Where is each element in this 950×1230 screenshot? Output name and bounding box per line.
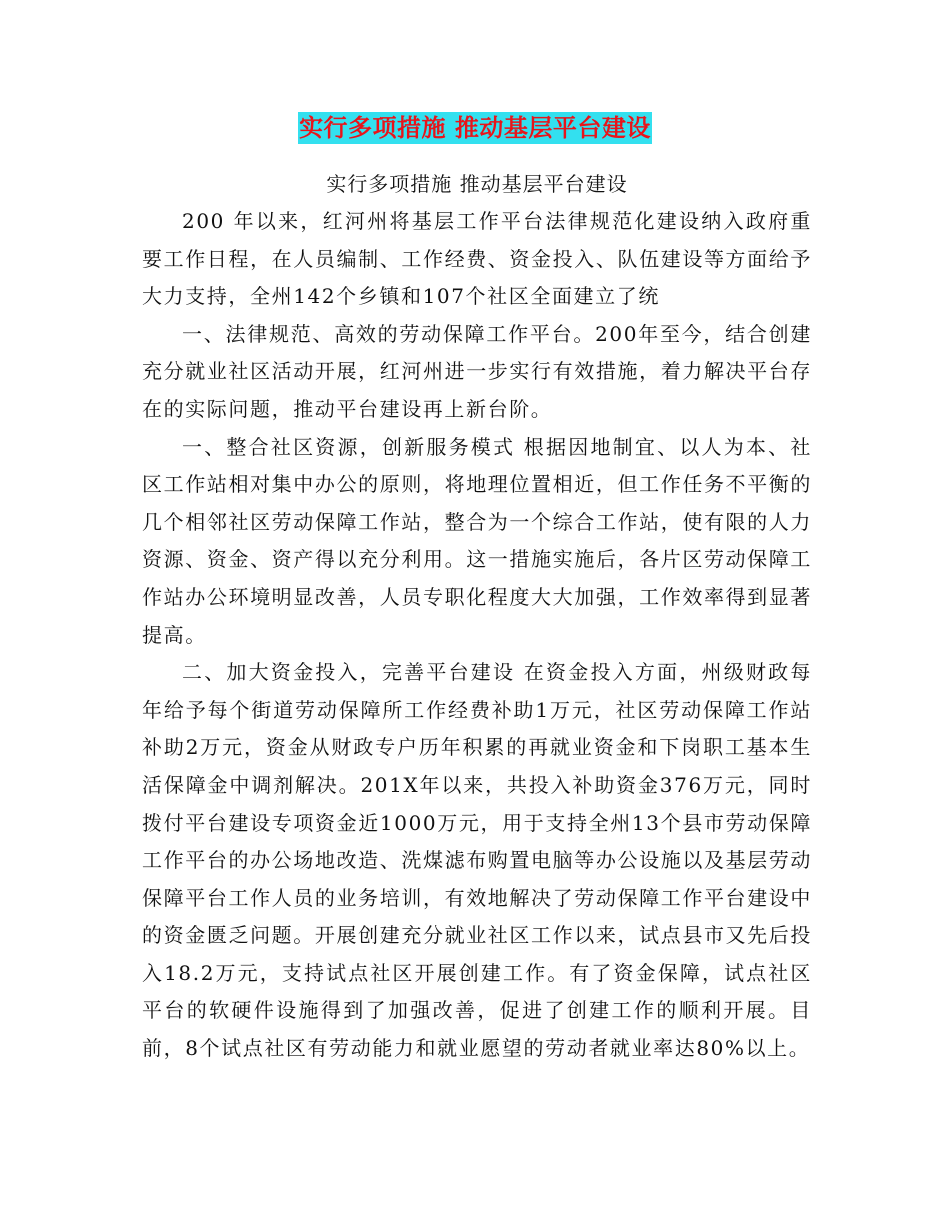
paragraph-funding: 二、加大资金投入，完善平台建设 在资金投入方面，州级财政每年给予每个街道劳动保障所工作经费补助1万元，社区劳动保障工作站补助2万元，资金从财政专户历年积累的再就业资金和下岗职工基本生活保障金中调剂解决。201X年以来，共投入补助资金376万元，同时拨付平台建设专项资金近1000万元，用于支持全州13个县市劳动保障工作平台的办公场地改造、洗煤滤布购置电脑等办公设施以及基层劳动保障平台工作人员的业务培训，有效地解决了劳动保障工作平台建设中的资金匮乏问题。开展创建充分就业社区工作以来，试点县市又先后投入18.2万元，支持试点社区开展创建工作。有了资金保障，试点社区平台的软硬件设施得到了加强改善，促进了创建工作的顺利开展。目前，8个试点社区有劳动能力和就业愿望的劳动者就业率达80%以上。 xyxy=(142,660,812,1061)
heading-container xyxy=(0,112,950,144)
paragraph-intro: 200 年以来，红河州将基层工作平台法律规范化建设纳入政府重要工作日程，在人员编制、工作经费、资金投入、队伍建设等方面给予大力支持，全州142个乡镇和107个社区全面建立了统 xyxy=(142,209,812,309)
document-subtitle: 实行多项措施 推动基层平台建设 xyxy=(326,172,628,196)
document-body xyxy=(142,166,812,1068)
document-heading: 实行多项措施 推动基层平台建设 xyxy=(299,114,651,142)
paragraph-integrate-resources: 一、整合社区资源，创新服务模式 根据因地制宜、以人为本、社区工作站相对集中办公的原则，将地理位置相近，但工作任务不平衡的几个相邻社区劳动保障工作站，整合为一个综合工作站，使有限的人力资源、资金、资产得以充分利用。这一措施实施后，各片区劳动保障工作站办公环境明显改善，人员专职化程度大大加强，工作效率得到显著提高。 xyxy=(142,434,812,647)
paragraph-platform: 一、法律规范、高效的劳动保障工作平台。200年至今，结合创建充分就业社区活动开展，红河州进一步实行有效措施，着力解决平台存在的实际问题，推动平台建设再上新台阶。 xyxy=(142,321,812,421)
